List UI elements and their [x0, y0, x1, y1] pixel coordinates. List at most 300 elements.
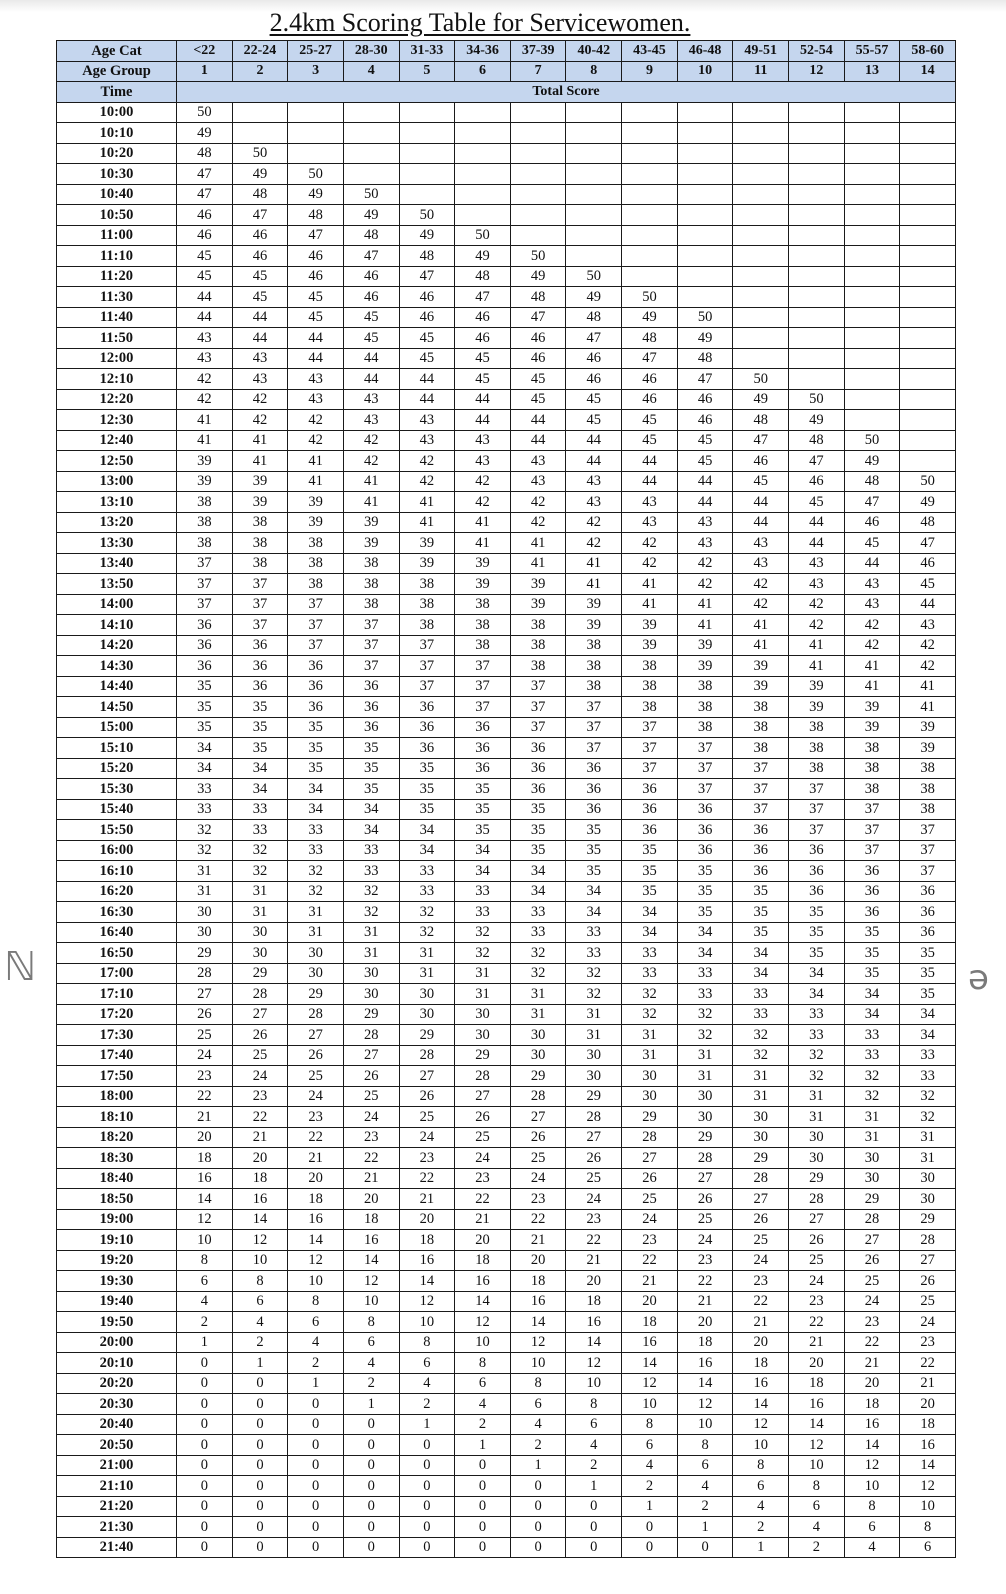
score-cell: 37 [900, 861, 956, 882]
score-cell: 42 [566, 512, 622, 533]
score-cell [399, 102, 455, 123]
score-cell: 31 [343, 922, 399, 943]
table-row [57, 881, 956, 902]
score-cell: 48 [900, 512, 956, 533]
score-cell: 2 [510, 1435, 566, 1456]
score-cell: 42 [343, 451, 399, 472]
score-cell: 49 [677, 328, 733, 349]
score-cell: 31 [232, 902, 288, 923]
table-row [57, 492, 956, 513]
score-cell: 18 [733, 1353, 789, 1374]
score-cell [288, 123, 344, 144]
score-cell: 44 [622, 471, 678, 492]
score-cell: 34 [399, 820, 455, 841]
time-cell: 18:30 [57, 1148, 177, 1169]
score-cell: 2 [288, 1353, 344, 1374]
score-cell [900, 328, 956, 349]
score-cell: 49 [566, 287, 622, 308]
score-cell: 39 [789, 676, 845, 697]
score-cell: 8 [455, 1353, 511, 1374]
score-cell: 35 [177, 676, 233, 697]
score-cell: 28 [399, 1045, 455, 1066]
score-cell: 26 [733, 1209, 789, 1230]
score-cell: 36 [455, 758, 511, 779]
score-cell: 36 [733, 840, 789, 861]
score-cell: 0 [232, 1455, 288, 1476]
score-cell: 43 [733, 553, 789, 574]
score-cell: 38 [566, 635, 622, 656]
score-cell: 41 [343, 471, 399, 492]
score-cell: 8 [399, 1332, 455, 1353]
time-cell: 18:10 [57, 1107, 177, 1128]
score-cell [622, 143, 678, 164]
score-cell: 10 [733, 1435, 789, 1456]
score-cell: 45 [343, 328, 399, 349]
score-cell: 23 [677, 1250, 733, 1271]
time-cell: 11:10 [57, 246, 177, 267]
score-cell: 25 [733, 1230, 789, 1251]
score-cell: 12 [566, 1353, 622, 1374]
age-group-cell: 14 [900, 61, 956, 82]
score-cell: 49 [232, 164, 288, 185]
score-cell: 39 [343, 533, 399, 554]
score-cell: 39 [566, 615, 622, 636]
score-cell: 37 [844, 799, 900, 820]
score-cell: 0 [177, 1537, 233, 1558]
score-cell: 32 [232, 840, 288, 861]
score-cell: 37 [733, 779, 789, 800]
score-cell: 39 [510, 594, 566, 615]
score-cell: 50 [789, 389, 845, 410]
table-row [57, 594, 956, 615]
score-cell: 36 [789, 840, 845, 861]
score-cell: 18 [510, 1271, 566, 1292]
score-cell: 46 [622, 369, 678, 390]
score-cell: 42 [455, 471, 511, 492]
table-header [57, 41, 956, 103]
score-cell [399, 184, 455, 205]
score-cell [566, 205, 622, 226]
score-cell: 38 [677, 697, 733, 718]
score-cell: 33 [677, 963, 733, 984]
score-cell: 26 [232, 1025, 288, 1046]
score-cell: 25 [288, 1066, 344, 1087]
score-cell: 24 [399, 1127, 455, 1148]
age-cat-label: Age Cat [57, 41, 177, 62]
age-cat-cell: 37-39 [510, 41, 566, 62]
score-cell: 29 [789, 1168, 845, 1189]
score-cell: 16 [844, 1414, 900, 1435]
score-cell: 10 [343, 1291, 399, 1312]
score-cell: 29 [455, 1045, 511, 1066]
score-cell: 16 [510, 1291, 566, 1312]
score-cell: 28 [288, 1004, 344, 1025]
score-cell: 36 [399, 738, 455, 759]
score-cell [399, 164, 455, 185]
time-cell: 10:30 [57, 164, 177, 185]
score-cell: 28 [177, 963, 233, 984]
score-cell: 44 [677, 471, 733, 492]
score-cell: 47 [399, 266, 455, 287]
age-cat-cell: 40-42 [566, 41, 622, 62]
score-cell: 31 [399, 963, 455, 984]
score-cell: 37 [677, 738, 733, 759]
score-cell: 33 [455, 881, 511, 902]
score-cell: 46 [232, 225, 288, 246]
score-cell: 4 [677, 1476, 733, 1497]
score-cell: 35 [343, 758, 399, 779]
score-cell: 43 [677, 533, 733, 554]
score-cell: 42 [288, 430, 344, 451]
score-cell: 36 [622, 820, 678, 841]
score-cell: 46 [733, 451, 789, 472]
score-cell: 37 [566, 697, 622, 718]
score-cell: 37 [399, 635, 455, 656]
score-cell: 32 [177, 820, 233, 841]
score-cell: 38 [844, 779, 900, 800]
time-cell: 12:00 [57, 348, 177, 369]
table-row [57, 246, 956, 267]
score-cell: 34 [232, 758, 288, 779]
score-cell [622, 164, 678, 185]
score-cell [677, 143, 733, 164]
time-cell: 11:50 [57, 328, 177, 349]
score-cell: 23 [232, 1086, 288, 1107]
score-cell: 48 [510, 287, 566, 308]
score-cell: 24 [733, 1250, 789, 1271]
score-cell: 32 [399, 902, 455, 923]
table-row [57, 164, 956, 185]
score-cell [789, 225, 845, 246]
time-cell: 19:50 [57, 1312, 177, 1333]
score-cell: 2 [177, 1312, 233, 1333]
table-row [57, 1086, 956, 1107]
score-cell: 6 [343, 1332, 399, 1353]
score-cell: 42 [566, 533, 622, 554]
score-cell: 20 [900, 1394, 956, 1415]
score-cell: 34 [288, 779, 344, 800]
score-cell [789, 328, 845, 349]
score-cell: 46 [677, 410, 733, 431]
score-cell: 4 [733, 1496, 789, 1517]
score-cell: 31 [844, 1107, 900, 1128]
score-cell: 42 [789, 615, 845, 636]
score-cell: 50 [733, 369, 789, 390]
score-cell: 8 [622, 1414, 678, 1435]
score-cell: 35 [733, 881, 789, 902]
score-cell: 37 [455, 697, 511, 718]
score-cell: 45 [288, 307, 344, 328]
score-cell: 6 [510, 1394, 566, 1415]
score-cell: 29 [232, 963, 288, 984]
score-cell: 30 [232, 943, 288, 964]
age-cat-cell: 28-30 [343, 41, 399, 62]
score-cell [900, 307, 956, 328]
score-cell [622, 102, 678, 123]
age-group-row [57, 61, 956, 82]
score-cell: 27 [677, 1168, 733, 1189]
score-cell: 36 [733, 820, 789, 841]
score-cell: 28 [900, 1230, 956, 1251]
score-cell: 24 [288, 1086, 344, 1107]
score-cell: 49 [789, 410, 845, 431]
score-cell: 50 [288, 164, 344, 185]
score-cell: 0 [288, 1394, 344, 1415]
score-cell [566, 184, 622, 205]
score-cell: 30 [455, 1025, 511, 1046]
score-cell: 28 [677, 1148, 733, 1169]
score-cell: 50 [677, 307, 733, 328]
time-cell: 15:40 [57, 799, 177, 820]
score-cell: 41 [510, 533, 566, 554]
score-cell: 39 [399, 533, 455, 554]
score-cell: 24 [677, 1230, 733, 1251]
score-cell: 38 [343, 553, 399, 574]
score-cell [789, 287, 845, 308]
table-row [57, 471, 956, 492]
score-cell [900, 348, 956, 369]
score-cell: 47 [844, 492, 900, 513]
table-row [57, 963, 956, 984]
score-cell: 41 [288, 471, 344, 492]
score-cell [900, 369, 956, 390]
score-cell [622, 266, 678, 287]
score-cell: 37 [455, 656, 511, 677]
score-cell: 41 [900, 697, 956, 718]
score-cell: 4 [288, 1332, 344, 1353]
edge-glyph-right: ə [968, 958, 989, 998]
score-cell: 50 [844, 430, 900, 451]
time-cell: 13:20 [57, 512, 177, 533]
score-cell: 38 [455, 635, 511, 656]
table-row [57, 656, 956, 677]
score-cell: 30 [677, 1107, 733, 1128]
score-cell: 33 [232, 820, 288, 841]
score-cell: 48 [455, 266, 511, 287]
score-cell [900, 225, 956, 246]
score-cell: 33 [900, 1066, 956, 1087]
score-cell: 0 [288, 1496, 344, 1517]
score-cell: 0 [566, 1517, 622, 1538]
score-cell: 46 [510, 348, 566, 369]
score-cell: 38 [677, 676, 733, 697]
score-cell: 2 [733, 1517, 789, 1538]
score-cell: 6 [789, 1496, 845, 1517]
table-row [57, 758, 956, 779]
score-cell: 33 [232, 799, 288, 820]
score-cell: 37 [733, 758, 789, 779]
score-cell: 41 [789, 656, 845, 677]
score-cell: 12 [733, 1414, 789, 1435]
score-cell: 27 [399, 1066, 455, 1087]
score-cell: 10 [622, 1394, 678, 1415]
time-cell: 21:20 [57, 1496, 177, 1517]
score-cell: 36 [177, 635, 233, 656]
age-cat-cell: 34-36 [455, 41, 511, 62]
score-cell: 1 [455, 1435, 511, 1456]
score-cell: 35 [232, 738, 288, 759]
table-row [57, 512, 956, 533]
score-cell: 38 [900, 779, 956, 800]
score-cell: 41 [399, 512, 455, 533]
score-cell: 32 [789, 1045, 845, 1066]
score-cell: 36 [399, 717, 455, 738]
score-cell: 18 [399, 1230, 455, 1251]
score-cell: 34 [566, 902, 622, 923]
score-cell: 32 [566, 963, 622, 984]
score-cell: 28 [789, 1189, 845, 1210]
time-cell: 18:20 [57, 1127, 177, 1148]
score-cell: 36 [399, 697, 455, 718]
score-cell: 30 [288, 963, 344, 984]
score-cell: 46 [399, 307, 455, 328]
score-cell: 35 [844, 963, 900, 984]
score-cell: 42 [510, 492, 566, 513]
score-cell: 0 [510, 1476, 566, 1497]
score-cell: 8 [288, 1291, 344, 1312]
score-cell: 0 [343, 1435, 399, 1456]
time-cell: 20:30 [57, 1394, 177, 1415]
score-cell: 34 [177, 738, 233, 759]
score-cell: 43 [399, 410, 455, 431]
score-cell: 41 [677, 594, 733, 615]
score-cell: 44 [789, 512, 845, 533]
score-cell: 46 [177, 225, 233, 246]
score-cell: 18 [343, 1209, 399, 1230]
score-cell: 4 [844, 1537, 900, 1558]
score-cell: 47 [343, 246, 399, 267]
score-cell: 45 [288, 287, 344, 308]
time-cell: 19:10 [57, 1230, 177, 1251]
score-cell [900, 184, 956, 205]
score-cell: 45 [844, 533, 900, 554]
score-cell: 42 [232, 410, 288, 431]
score-cell: 39 [455, 553, 511, 574]
score-cell: 33 [566, 943, 622, 964]
table-row [57, 348, 956, 369]
score-cell: 33 [288, 820, 344, 841]
score-cell: 32 [232, 861, 288, 882]
score-cell: 37 [455, 676, 511, 697]
table-row [57, 225, 956, 246]
score-cell: 38 [733, 717, 789, 738]
score-cell: 22 [622, 1250, 678, 1271]
table-row [57, 1394, 956, 1415]
score-cell: 35 [622, 881, 678, 902]
time-cell: 17:10 [57, 984, 177, 1005]
score-cell: 44 [733, 492, 789, 513]
time-cell: 16:00 [57, 840, 177, 861]
time-cell: 16:10 [57, 861, 177, 882]
score-cell: 0 [232, 1435, 288, 1456]
score-cell: 38 [455, 615, 511, 636]
table-row [57, 1537, 956, 1558]
score-cell: 20 [510, 1250, 566, 1271]
time-cell: 13:10 [57, 492, 177, 513]
score-cell: 21 [343, 1168, 399, 1189]
score-cell [789, 307, 845, 328]
score-cell [622, 205, 678, 226]
score-cell: 36 [789, 861, 845, 882]
score-cell: 31 [177, 861, 233, 882]
time-cell: 12:50 [57, 451, 177, 472]
score-cell: 18 [566, 1291, 622, 1312]
score-cell: 31 [510, 984, 566, 1005]
score-cell: 49 [733, 389, 789, 410]
score-cell: 12 [455, 1312, 511, 1333]
score-cell: 32 [510, 963, 566, 984]
score-cell: 35 [399, 758, 455, 779]
score-cell: 33 [510, 922, 566, 943]
age-group-cell: 7 [510, 61, 566, 82]
score-cell: 2 [455, 1414, 511, 1435]
score-cell: 36 [343, 717, 399, 738]
time-cell: 14:50 [57, 697, 177, 718]
score-cell [844, 225, 900, 246]
table-row [57, 184, 956, 205]
score-cell: 14 [343, 1250, 399, 1271]
score-cell: 44 [566, 430, 622, 451]
score-cell: 38 [288, 574, 344, 595]
score-cell: 14 [844, 1435, 900, 1456]
score-cell: 46 [844, 512, 900, 533]
score-cell: 43 [677, 512, 733, 533]
score-cell: 29 [677, 1127, 733, 1148]
table-row [57, 1353, 956, 1374]
score-cell [844, 123, 900, 144]
table-row [57, 533, 956, 554]
score-cell: 26 [844, 1250, 900, 1271]
time-cell: 12:40 [57, 430, 177, 451]
score-cell: 20 [232, 1148, 288, 1169]
time-header-row [57, 82, 956, 103]
score-cell: 21 [566, 1250, 622, 1271]
score-cell: 1 [343, 1394, 399, 1415]
score-cell: 30 [510, 1045, 566, 1066]
score-cell: 0 [232, 1373, 288, 1394]
time-cell: 10:10 [57, 123, 177, 144]
score-cell: 47 [789, 451, 845, 472]
score-cell: 46 [455, 328, 511, 349]
score-cell: 44 [622, 451, 678, 472]
time-cell: 16:50 [57, 943, 177, 964]
score-cell: 27 [622, 1148, 678, 1169]
score-cell: 24 [510, 1168, 566, 1189]
score-cell: 39 [510, 574, 566, 595]
time-cell: 21:30 [57, 1517, 177, 1538]
score-cell: 36 [622, 799, 678, 820]
score-cell: 0 [177, 1476, 233, 1497]
score-cell: 23 [789, 1291, 845, 1312]
table-row [57, 266, 956, 287]
age-cat-row [57, 41, 956, 62]
score-cell: 32 [622, 984, 678, 1005]
score-cell: 38 [399, 574, 455, 595]
score-cell: 49 [844, 451, 900, 472]
score-cell: 50 [455, 225, 511, 246]
score-cell: 10 [510, 1353, 566, 1374]
score-cell: 42 [844, 635, 900, 656]
score-cell [566, 225, 622, 246]
age-group-cell: 1 [177, 61, 233, 82]
score-cell: 30 [288, 943, 344, 964]
score-cell: 26 [789, 1230, 845, 1251]
score-cell: 25 [566, 1168, 622, 1189]
time-cell: 15:20 [57, 758, 177, 779]
score-cell: 35 [622, 840, 678, 861]
age-cat-cell: 43-45 [622, 41, 678, 62]
score-cell: 14 [399, 1271, 455, 1292]
